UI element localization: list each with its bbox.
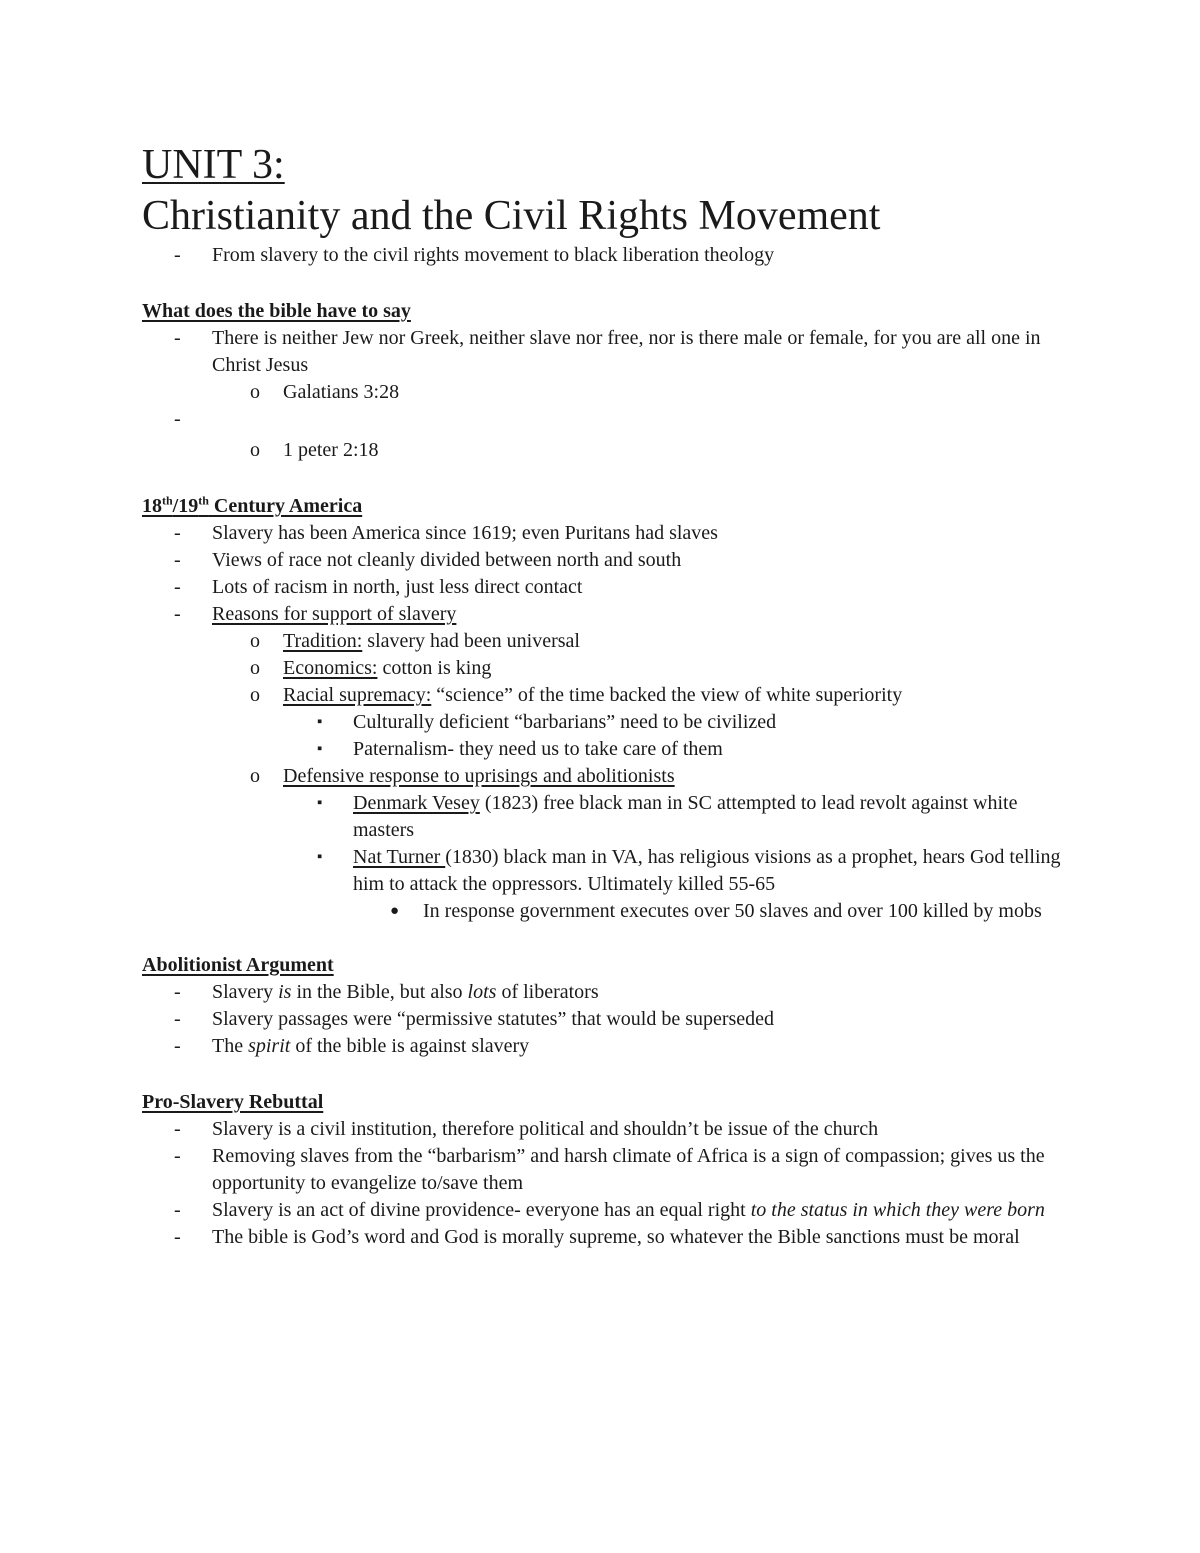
list-item: - Slavery is in the Bible, but also lots of liberators [142,979,1072,1006]
square-marker: ▪ [317,795,323,811]
list-item: - Slavery is an act of divine providence- everyone has an equal right to the status in which they were born [142,1197,1072,1224]
list-item: - Slavery is a civil institution, therefore political and shouldn’t be issue of the church [142,1116,1072,1143]
list-item: ▪ Culturally deficient “barbarians” need to be civilized [142,709,1072,736]
square-marker: ▪ [317,849,323,865]
list-item [142,379,1072,406]
list-item: ● In response government executes over 50 slaves and over 100 killed by mobs [142,898,1072,925]
list-item: o Economics: cotton is king [142,655,1072,682]
reference-peter: 1 peter 2:18 [283,439,379,461]
page-title: Christianity and the Civil Rights Movement [142,193,881,239]
list-item [142,601,1072,628]
spacer [142,464,1072,493]
dash-marker: - [174,1145,181,1167]
dash-marker: - [174,576,181,598]
dash-marker: - [174,603,181,625]
dash-marker: - [174,1035,181,1057]
section-heading-proslavery: Pro-Slavery Rebuttal [142,1091,324,1113]
dash-marker: - [174,1008,181,1030]
dash-marker: - [174,1118,181,1140]
dash-marker: - [174,522,181,544]
reference-galatians: Galatians 3:28 [283,381,400,403]
list-item: - Slavery passages were “permissive statutes” that would be superseded [142,1006,1072,1033]
list-item: ▪ Denmark Vesey (1823) free black man in SC attempted to lead revolt against white masters [317,792,1018,841]
list-item: ▪ Nat Turner (1830) black man in VA, has religious visions as a prophet, hears God telling him to attack the oppressors. Ultimately killed 55-65 [317,846,1061,895]
list-item: o Racial supremacy: “science” of the time backed the view of white superiority [142,682,1072,709]
list-item: ▪ Paternalism- they need us to take care of them [142,736,1072,763]
intro-text: From slavery to the civil rights movement to black liberation theology [212,244,775,266]
spacer [142,1060,1072,1089]
spacer [142,269,1072,298]
dash-marker: - [174,981,181,1003]
section-heading-abolitionist: Abolitionist Argument [142,954,334,976]
dash-marker: - [174,1226,181,1248]
list-item: - The bible is God’s word and God is morally supreme, so whatever the Bible sanctions must be moral [142,1224,1072,1251]
dash-marker: - [174,244,181,266]
square-marker: ▪ [317,741,323,757]
dash-marker: - [174,1199,181,1221]
dash-marker: - [174,549,181,571]
spacer [142,925,1072,952]
list-item: o Defensive response to uprisings and abolitionists [142,763,1072,790]
list-item [142,325,1072,379]
list-item: - Views of race not cleanly divided between north and south [142,547,1072,574]
section-heading-bible: What does the bible have to say [142,300,411,322]
list-item: o Tradition: slavery had been universal [142,628,1072,655]
dot-marker: ● [390,903,400,919]
bible-quote: There is neither Jew nor Greek, neither slave nor free, nor is there male or female, for you are all one in Christ Jesus [212,327,1041,376]
circle-marker: o [250,684,260,706]
list-item: - The spirit of the bible is against slavery [142,1033,1072,1060]
list-item: - Slavery has been America since 1619; even Puritans had slaves [142,520,1072,547]
dash-marker: - [174,327,181,349]
list-item: - Removing slaves from the “barbarism” and harsh climate of Africa is a sign of compassion; gives us the opportunity to evangelize to/save them [174,1145,1045,1194]
list-item [142,406,1072,437]
circle-marker: o [250,765,260,787]
list-item [142,437,1072,464]
reasons-label: Reasons for support of slavery [212,603,457,625]
list-item [142,242,1072,269]
circle-marker: o [250,381,260,403]
circle-marker: o [250,439,260,461]
dash-marker: - [174,408,181,430]
circle-marker: o [250,630,260,652]
circle-marker: o [250,657,260,679]
document-page [142,140,1072,1251]
list-item: - Lots of racism in north, just less direct contact [142,574,1072,601]
square-marker: ▪ [317,714,323,730]
section-heading-century: 18th/19th Century America [142,493,363,517]
unit-title: UNIT 3: [142,142,285,188]
